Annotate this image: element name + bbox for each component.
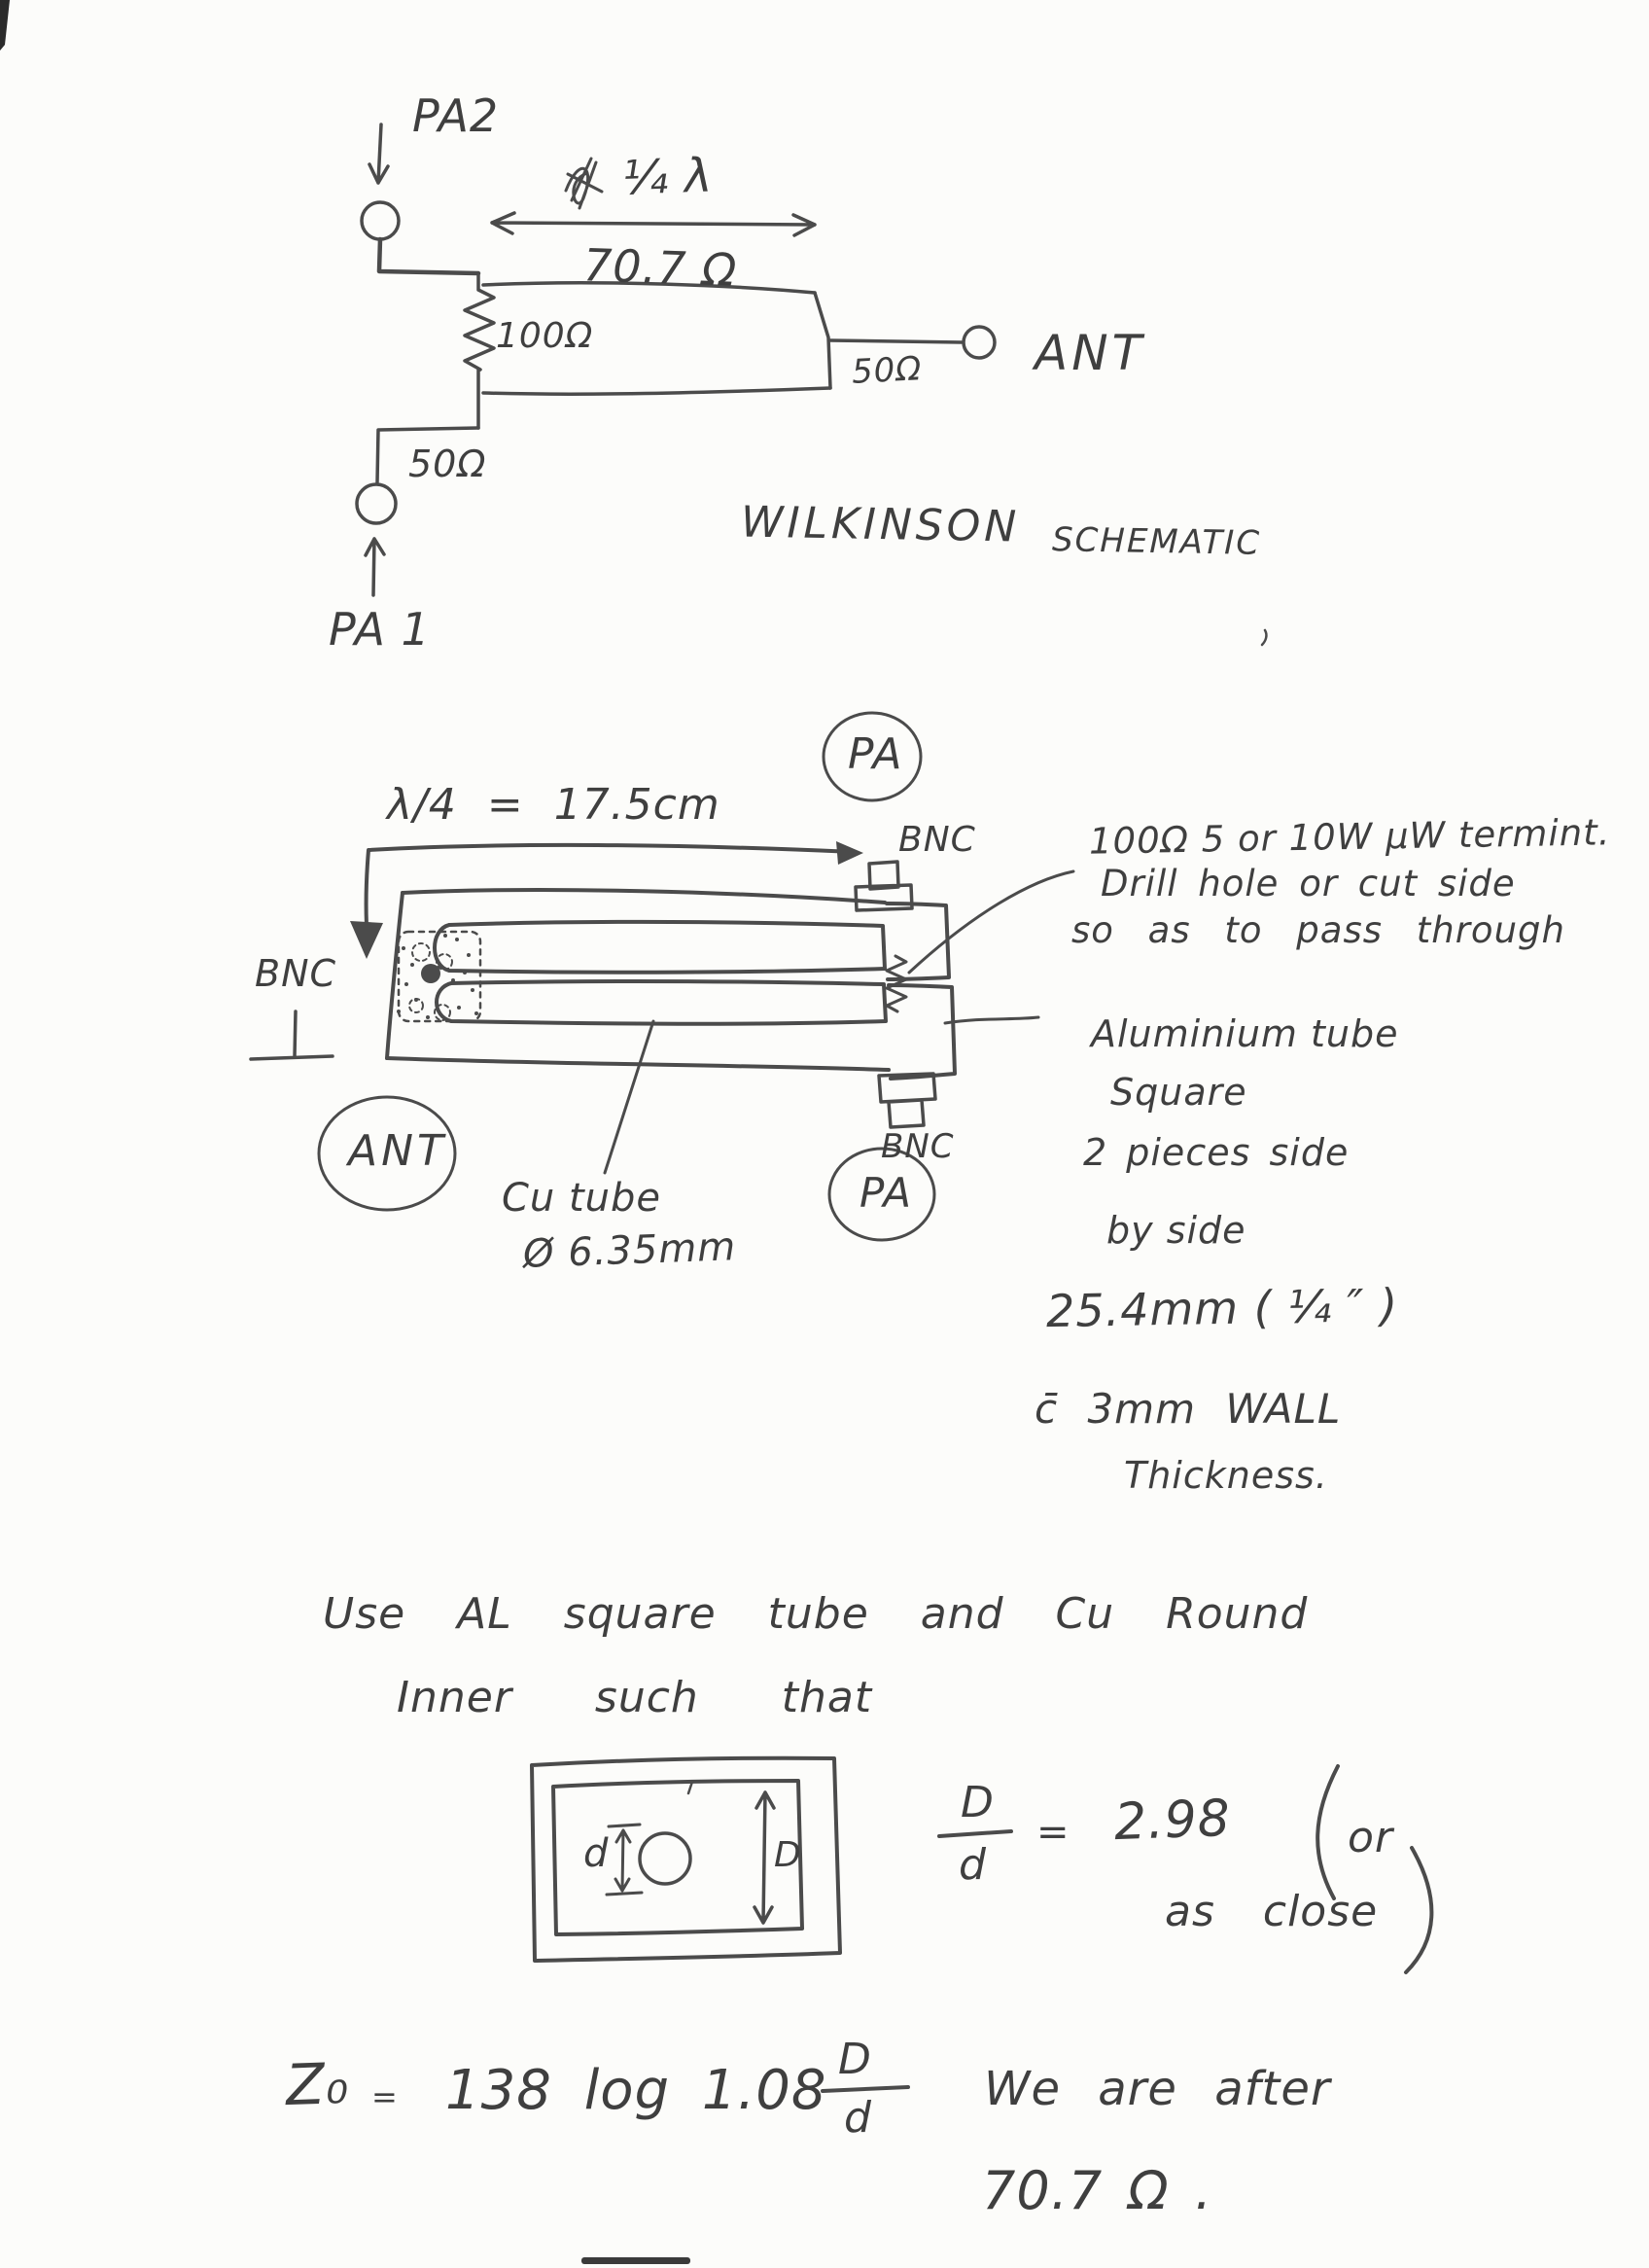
ratio-value: 2.98 [1112,1789,1232,1853]
scribble-mark [566,159,602,208]
al-box-top [403,890,885,903]
dimension-arrowhead-right [836,841,863,865]
pa1-label: PA 1 [329,603,431,656]
schematic-caption-2: SCHEMATIC [1051,520,1262,563]
pa2-label: PA2 [412,89,500,142]
pa-top-label: PA [848,729,903,779]
formula-equals: = [371,2078,399,2115]
ratio-equals: = [1036,1810,1070,1855]
cu-tube-label-1: Cu tube [502,1176,662,1221]
inner-conductor-circle [640,1833,690,1884]
pa1-arrow [366,539,384,595]
D-label: D [774,1835,802,1875]
pa1-port-circle [357,484,396,523]
ratio-denominator: d [959,1840,987,1890]
ratio-fraction-bar [939,1831,1011,1836]
line-impedance-label: 70.7 Ω [582,238,739,297]
ant-label: ANT [1035,325,1146,381]
stray-mark [1262,630,1266,645]
paren-left [1317,1766,1338,1898]
target-line-2: 70.7 Ω . [982,2160,1212,2221]
aluminium-note-line-4: by side [1106,1209,1246,1252]
length-eq-label: λ/4 = 17.5cm [387,780,720,830]
termination-note-line-1: 100Ω 5 or 10W µW termint. [1088,811,1611,863]
bnc-connector-bottom [879,1074,935,1127]
bnc-left-label: BNC [255,952,337,995]
D-dimension-arrow [754,1792,774,1923]
target-line-1: We are after [984,2062,1331,2116]
aluminium-note-line-7: Thickness. [1124,1454,1328,1497]
aluminium-note-line-5: 25.4mm ( ¼ ″ ) [1045,1278,1399,1338]
leader-cu-tube [605,1021,653,1173]
ant-circled-label: ANT [348,1126,447,1176]
bnc-top-label: BNC [898,820,976,860]
termination-note-line-3: so as to pass through [1071,909,1565,951]
ratio-paren-or: or [1348,1813,1394,1862]
dimension-arrowhead-down [350,921,383,959]
aluminium-note-line-2: Square [1110,1071,1247,1114]
scan-artifact-corner [0,0,10,51]
quarter-wave-label: ¼ λ [621,148,715,206]
cu-tube-label-2: Ø 6.35mm [522,1224,737,1277]
tline-box-bottom [483,388,830,394]
schematic-caption-1: WILKINSON [740,497,1021,552]
z0-fraction-bar [823,2087,908,2091]
leader-aluminium [945,1017,1038,1023]
scan-artifact-bottom [581,2257,690,2264]
isolation-resistor-label: 100Ω [496,316,594,356]
use-note-line-1: Use AL square tube and Cu Round [323,1589,1309,1639]
bnc-bottom-label: BNC [881,1127,955,1166]
termination-note-line-2: Drill hole or cut side [1101,863,1516,904]
aluminium-note-line-6: c̄ 3mm WALL [1035,1385,1342,1433]
pa2-arrow [369,124,388,183]
pa2-port-circle [362,202,399,239]
pa2-wire [379,239,478,273]
formula-numerator: D [838,2035,872,2084]
end-plate-hole-1 [412,943,430,961]
feed-point-dot [421,964,440,983]
aluminium-note-line-1: Aluminium tube [1091,1012,1399,1055]
ant-feed-impedance-label: 50Ω [851,349,924,392]
wilkinson-schematic-drawing [357,124,1266,645]
pa-bottom-label: PA [860,1169,912,1217]
formula-body: 138 log 1.08 [445,2059,827,2122]
use-note-line-2: Inner such that [397,1673,873,1722]
ratio-paren-close: as close [1165,1887,1379,1936]
ratio-numerator: D [961,1778,995,1827]
leader-termination [909,871,1073,973]
resistor-100-symbol [465,273,494,428]
cu-tube-upper [435,922,885,973]
d-label: d [583,1831,610,1876]
quarter-wave-dimension [492,213,815,235]
d-dimension-arrow [607,1825,642,1895]
pa1-feed-impedance-label: 50Ω [408,443,487,485]
bnc-left-ground [251,1011,333,1059]
formula-denominator: d [844,2093,872,2143]
al-box-left [387,893,403,1058]
aluminium-note-line-3: 2 pieces side [1083,1131,1350,1174]
ant-wire [829,340,962,342]
cu-tube-lower [437,981,886,1024]
ant-port-circle [964,327,995,358]
paren-right [1406,1848,1431,1972]
formula-z0: Z₀ [284,2049,351,2119]
